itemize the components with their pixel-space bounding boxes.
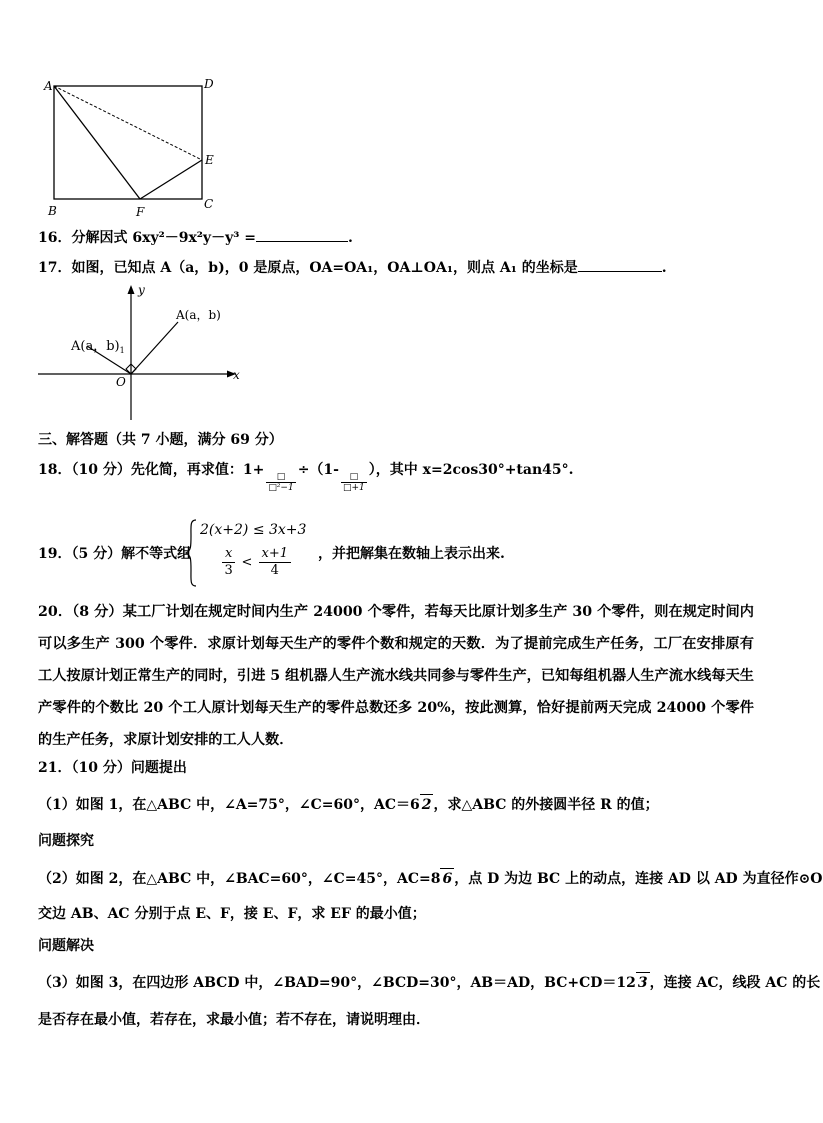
question-19-suffix: ，并把解集在数轴上表示出来. bbox=[318, 546, 505, 562]
label-a1: A(a，$b)_1$ bbox=[71, 339, 125, 355]
q18-mid: ÷（1- bbox=[297, 462, 339, 478]
q21-part1-suffix: ，求△ABC 的外接圆半径 R 的值； bbox=[433, 797, 659, 813]
q17-text: 17．如图，已知点 A（a，b)，0 是原点，OA=OA₁，OA⊥OA₁，则点 A₁ 的坐标是 bbox=[38, 260, 578, 276]
q21-part1-radicand: 2 bbox=[421, 797, 432, 813]
label-d: D bbox=[204, 77, 214, 91]
question-21-part-1 bbox=[38, 794, 659, 815]
q18-fraction-2 bbox=[341, 472, 367, 494]
question-17 bbox=[38, 258, 667, 278]
q18-fraction-1-numerator: □ bbox=[266, 472, 295, 483]
q16-answer-blank bbox=[256, 241, 348, 242]
q21-part2-suffix: ，点 D 为边 BC 上的动点，连接 AD 以 AD 为直径作⊙O bbox=[454, 871, 823, 887]
q19-operator: < bbox=[241, 555, 253, 570]
q21-part1-sqrt bbox=[420, 794, 434, 815]
q21-part1-prefix: （1）如图 1，在△ABC 中，∠A=75°，∠C=60°，AC＝6 bbox=[38, 797, 420, 813]
label-f: F bbox=[136, 205, 145, 219]
question-16 bbox=[38, 228, 353, 248]
question-21-part-3-line-2: 是否存在最小值，若存在，求最小值；若不存在，请说明理由． bbox=[38, 1012, 430, 1028]
q19-left-numerator: x bbox=[222, 546, 235, 563]
dashed-segment-ae bbox=[54, 86, 202, 160]
q16-text: 16．分解因式 6xy²－9x²y－y³ = bbox=[38, 230, 256, 246]
q19-inequality-1: 2(x+2) ≤ 3x+3 bbox=[200, 522, 307, 538]
q18-fraction-2-denominator: □+1 bbox=[343, 483, 365, 493]
q16-tail: . bbox=[347, 230, 353, 246]
q19-right-numerator: x+1 bbox=[259, 546, 292, 563]
label-x: x bbox=[233, 368, 240, 382]
label-a-point: A(a，b) bbox=[176, 308, 221, 322]
q19-system-brace bbox=[184, 518, 198, 588]
question-21-part-2 bbox=[38, 868, 823, 889]
q21-part2-radicand: 6 bbox=[442, 871, 453, 887]
section-3-heading: 三、解答题（共 7 小题，满分 69 分） bbox=[38, 432, 283, 448]
label-a: A bbox=[44, 79, 53, 93]
question-21-heading-2: 问题探究 bbox=[38, 833, 94, 849]
q18-fraction-1 bbox=[266, 472, 295, 494]
q21-part3-radicand: 3 bbox=[637, 975, 648, 991]
q18-prefix: 18．（10 分）先化简，再求值：1+ bbox=[38, 462, 265, 478]
question-21-title: 21．（10 分）问题提出 bbox=[38, 760, 187, 776]
question-18 bbox=[38, 460, 574, 500]
label-o: O bbox=[116, 375, 126, 389]
q19-inequality-2 bbox=[220, 546, 293, 579]
question-19-prefix: 19．（5 分）解不等式组 bbox=[38, 546, 192, 562]
rectangle-abcd bbox=[54, 86, 202, 199]
question-21-part-2-line-2: 交边 AB、AC 分别于点 E、F，接 E、F，求 EF 的最小值； bbox=[38, 906, 426, 922]
q19-right-denominator: 4 bbox=[270, 563, 279, 578]
segment-af bbox=[54, 86, 140, 199]
label-c: C bbox=[204, 197, 214, 211]
q19-left-fraction bbox=[222, 546, 235, 579]
q19-left-denominator: 3 bbox=[224, 563, 233, 578]
question-21-part-3 bbox=[38, 972, 820, 993]
segment-fe bbox=[140, 160, 202, 199]
q21-part2-prefix: （2）如图 2，在△ABC 中，∠BAC=60°，∠C=45°，AC=8 bbox=[38, 871, 441, 887]
q18-fraction-2-numerator: □ bbox=[341, 472, 367, 483]
q19-right-fraction bbox=[259, 546, 292, 579]
segment-oa bbox=[131, 322, 178, 374]
rectangle-figure bbox=[30, 70, 230, 220]
label-b: B bbox=[48, 204, 57, 218]
q18-suffix: ），其中 x=2cos30°+tan45°. bbox=[368, 462, 574, 478]
q21-part3-prefix: （3）如图 3，在四边形 ABCD 中，∠BAD=90°，∠BCD=30°，AB＝AD，BC+CD＝12 bbox=[38, 975, 636, 991]
label-y: y bbox=[138, 283, 145, 297]
q18-fraction-1-denominator: □²−1 bbox=[268, 483, 294, 493]
q17-tail: . bbox=[661, 260, 667, 276]
q21-part3-sqrt bbox=[636, 972, 650, 993]
label-e: E bbox=[205, 153, 214, 167]
y-axis-arrow bbox=[128, 285, 135, 294]
question-21-heading-3: 问题解决 bbox=[38, 938, 94, 954]
question-20: 20．（8 分）某工厂计划在规定时间内生产 24000 个零件，若每天比原计划多生产 30 个零件，则在规定时间内可以多生产 300 个零件．求原计划每天生产的零件个数和规定的天数．为了提前完成生产任务，工厂在安排原有工人按原计划正常生产的同时，引进 5 组机器人生产流水线共同参与零件生产，已知每组机器人生产流水线每天生产零件的个数比 20 个工人原计划每天生产的零件总数还多 20%，按此测算，恰好提前两天完成 24000 个零件的生产任务，求原计划安排的工人人数． bbox=[38, 604, 754, 748]
q21-part3-suffix: ，连接 AC，线段 AC 的长 bbox=[649, 975, 821, 991]
coordinate-figure bbox=[30, 282, 260, 424]
q17-answer-blank bbox=[578, 271, 662, 272]
q21-part2-sqrt bbox=[440, 868, 454, 889]
